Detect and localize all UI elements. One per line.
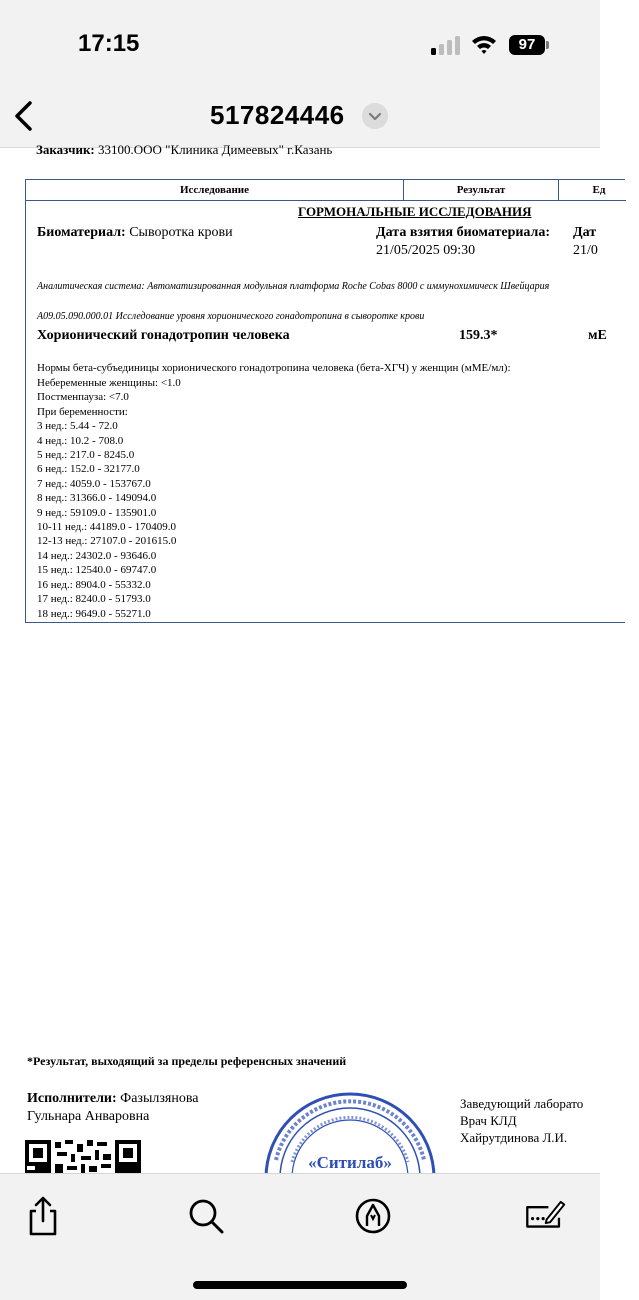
test-name: Хорионический гонадотропин человека (37, 328, 290, 343)
date-taken-label: Дата взятия биоматериала: (376, 225, 551, 240)
biomaterial (37, 225, 233, 241)
signature-icon[interactable] (522, 1194, 566, 1238)
markup-pen-icon[interactable] (351, 1194, 395, 1238)
date-taken-value: 21/05/2025 09:30 (376, 243, 476, 258)
organization-stamp (262, 1090, 438, 1173)
customer-label: Заказчик: (36, 142, 95, 157)
footnote: *Результат, выходящий за пределы референсных значений (27, 1054, 347, 1068)
performers-line-1 (27, 1091, 198, 1107)
results-table (25, 179, 625, 623)
list-item: 10-11 нед.: 44189.0 - 170409.0 (37, 521, 176, 534)
battery-cap (546, 41, 549, 49)
back-chevron-icon[interactable] (10, 98, 40, 134)
status-bar (0, 0, 600, 90)
customer-line (36, 142, 332, 158)
header-result: Результат (404, 180, 559, 201)
list-item: Постменпауза: <7.0 (37, 391, 129, 404)
header-unit: Ед (592, 184, 606, 196)
battery-icon: 97 (509, 35, 545, 55)
share-icon[interactable] (21, 1194, 65, 1238)
nav-bar (0, 90, 600, 148)
stamp-text: «Ситилаб» (308, 1153, 392, 1172)
method-code: A09.05.090.000.01 Исследование уровня хорионического гонадотропина в сыворотке крови (37, 311, 425, 322)
home-indicator (193, 1281, 407, 1289)
date-second-label: Дат (573, 225, 597, 240)
pdf-document[interactable] (0, 142, 607, 1173)
bottom-toolbar (0, 1173, 600, 1300)
date-second-value: 21/0 (573, 243, 598, 258)
list-item: 12-13 нед.: 27107.0 - 201615.0 (37, 535, 177, 548)
document-title[interactable]: 517824446 (210, 100, 345, 130)
list-item: 8 нед.: 31366.0 - 149094.0 (37, 492, 157, 505)
search-icon[interactable] (184, 1194, 228, 1238)
list-item: 5 нед.: 217.0 - 8245.0 (37, 449, 135, 462)
list-item: 18 нед.: 9649.0 - 55271.0 (37, 607, 151, 620)
head-position: Врач КЛД (460, 1113, 517, 1128)
customer-value: 33100.ООО "Клиника Димеевых" г.Казань (98, 142, 333, 157)
wifi-icon (470, 33, 498, 55)
chevron-down-icon[interactable] (362, 103, 388, 129)
header-research: Исследование (26, 180, 404, 201)
qr-code (25, 1140, 141, 1173)
list-item: 16 нед.: 8904.0 - 55332.0 (37, 578, 151, 591)
norms-list (37, 376, 181, 621)
test-value: 159.3* (459, 328, 498, 343)
section-title: ГОРМОНАЛЬНЫЕ ИССЛЕДОВАНИЯ (298, 204, 532, 219)
test-unit: мЕ (588, 328, 607, 343)
list-item: 4 нед.: 10.2 - 708.0 (37, 434, 124, 447)
list-item: 7 нед.: 4059.0 - 153767.0 (37, 477, 151, 490)
list-item: При беременности: (37, 405, 128, 418)
list-item: 17 нед.: 8240.0 - 51793.0 (37, 593, 151, 606)
analytic-system: Аналитическая система: Автоматизированная модульная платформа Roche Cobas 8000 с иммунохимическ Швейцария (37, 281, 550, 292)
list-item: 15 нед.: 12540.0 - 69747.0 (37, 564, 157, 577)
list-item: 3 нед.: 5.44 - 72.0 (37, 420, 118, 433)
list-item: Небеременные женщины: <1.0 (37, 377, 181, 389)
list-item: 9 нед.: 59109.0 - 135901.0 (37, 506, 157, 519)
status-time: 17:15 (78, 30, 140, 57)
performers-name: Фазылзянова (120, 1091, 199, 1106)
table-header (26, 180, 626, 201)
biomaterial-label: Биоматериал: (37, 225, 126, 240)
performers-label: Исполнители: (27, 1091, 117, 1106)
cellular-signal-icon (430, 35, 462, 55)
list-item: 6 нед.: 152.0 - 32177.0 (37, 463, 140, 476)
head-title: Заведующий лаборато (460, 1096, 584, 1111)
biomaterial-value: Сыворотка крови (129, 225, 233, 240)
list-item: 14 нед.: 24302.0 - 93646.0 (37, 549, 157, 562)
head-name: Хайрутдинова Л.И. (460, 1130, 568, 1145)
performers-line-2: Гульнара Анваровна (27, 1109, 150, 1124)
norms-title: Нормы бета-субъединицы хорионического гонадотропина человека (бета-ХГЧ) у женщин (мМЕ/мл): (37, 362, 511, 374)
